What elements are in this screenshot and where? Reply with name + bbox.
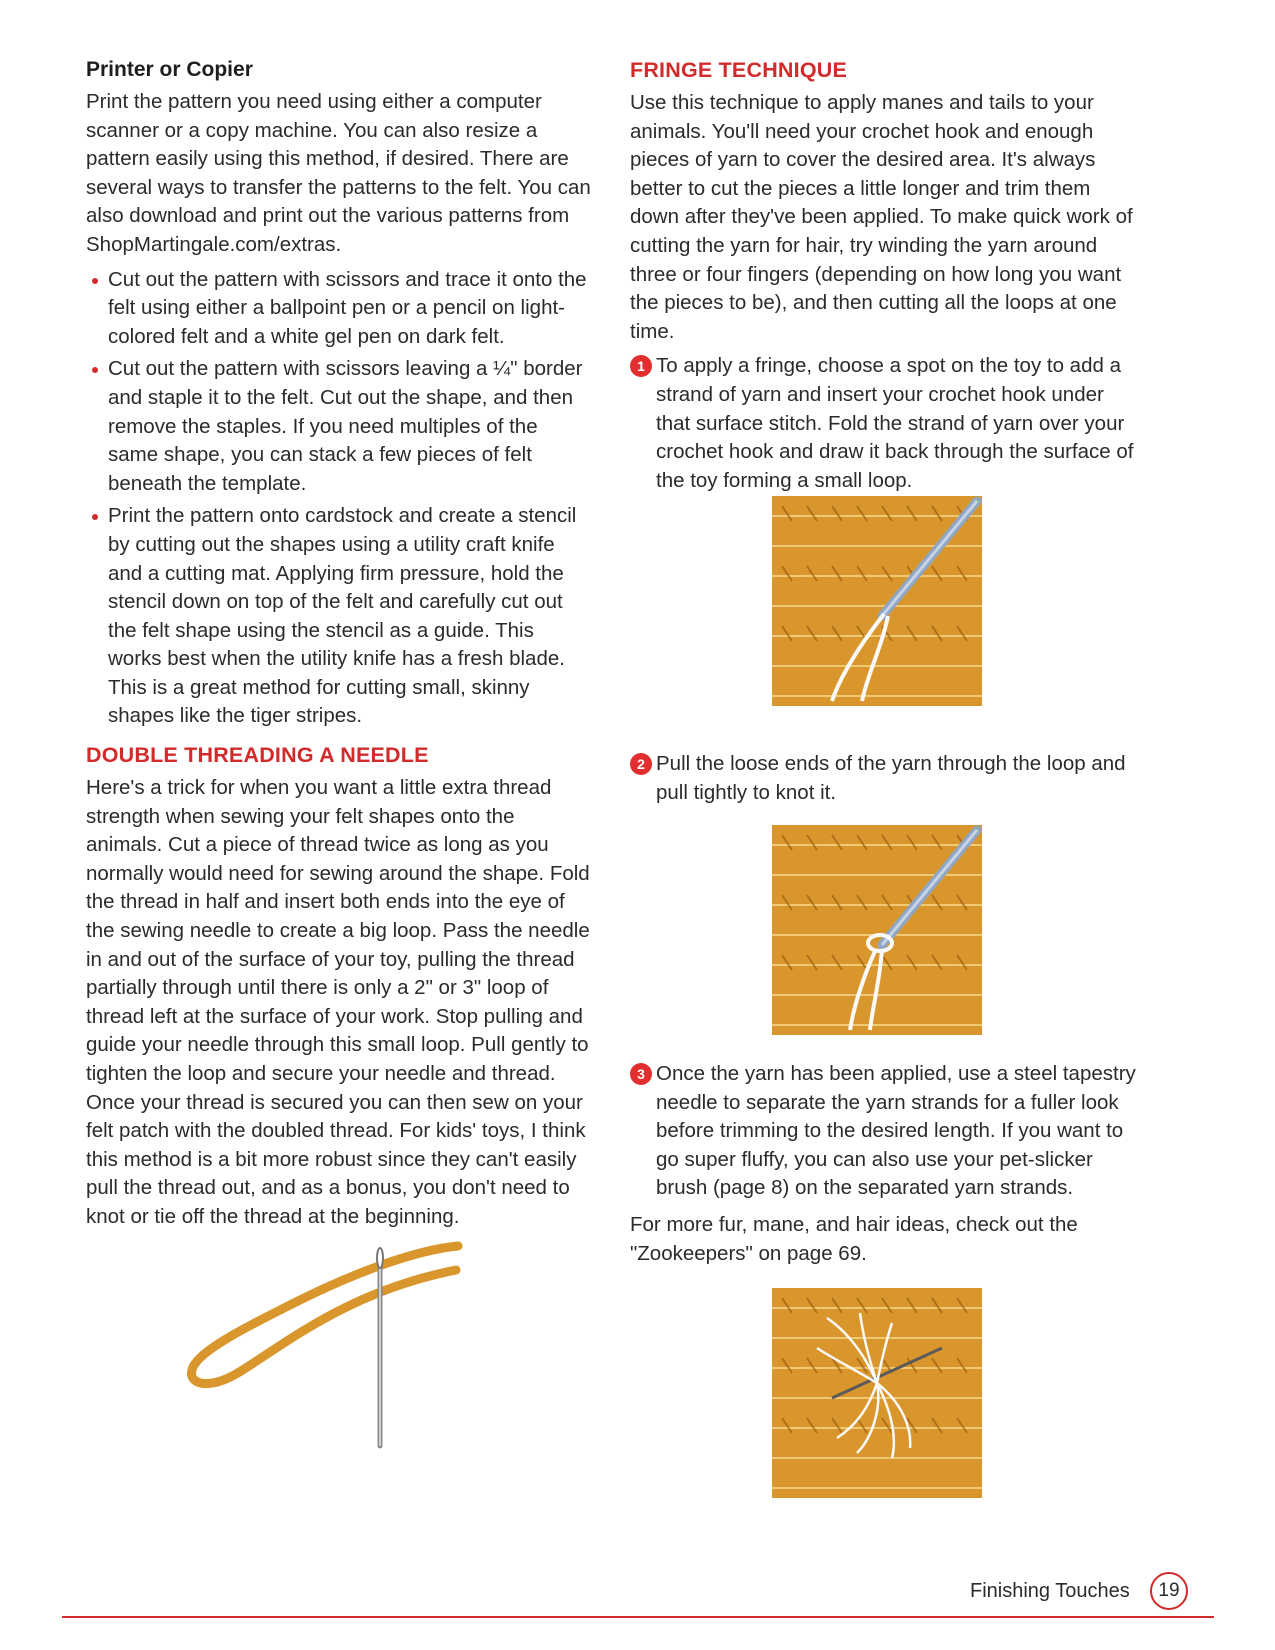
double-threading-paragraph: Here's a trick for when you want a little extra thread strength when sewing your felt shapes onto the animals. Cut a piece of thread twice as long as you normally would need for sewing around the shape. Fold the thread in half and insert both ends into the eye of the sewing needle to create a big loop. Pass the needle in and out of the surface of your toy, pulling the thread partially through until there is only a 2" or 3" loop of thread left at the surface of your work. Stop pulling and guide your needle through this small loop. Pull gently to tighten the loop and secure your needle and thread. Once your thread is secured you can then sew on your felt patch with the doubled thread. For kids' toys, I think this method is a bit more robust since they can't easily pull the thread out, and as a bonus, you don't need to knot or tie off the thread at the beginning.: [86, 776, 590, 1228]
list-item-text: Cut out the pattern with scissors and trace it onto the felt using either a ballpoint pen or a pencil on light-colored felt and a white gel pen on dark felt.: [108, 267, 587, 348]
step-1: [630, 352, 1140, 495]
step-text: Once the yarn has been applied, use a steel tapestry needle to separate the yarn strands for a fuller look before trimming to the desired length. If you want to go super fluffy, you can also use your pet-slicker brush (page 8) on the separated yarn strands.: [656, 1062, 1136, 1200]
left-column: [86, 58, 591, 1232]
step-number-badge: 3: [630, 1063, 652, 1085]
fringe-technique-heading: FRINGE TECHNIQUE: [630, 58, 848, 82]
printer-intro-paragraph: Print the pattern you need using either a computer scanner or a copy machine. You can also resize a pattern easily using this method, if desired. There are several ways to transfer the patterns to the felt. You can also download and print out the various patterns from ShopMartingale.com/extras.: [86, 90, 591, 256]
list-item-text: Print the pattern onto cardstock and create a stencil by cutting out the shapes using a utility craft knife and a cutting mat. Applying firm pressure, hold the stencil down on top of the felt and carefully cut out the felt shape using the stencil as a guide. This works best when the utility knife has a fresh blade. This is a great method for cutting small, skinny shapes like the tiger stripes.: [108, 504, 577, 728]
step-2: [630, 750, 1140, 807]
double-threading-heading: DOUBLE THREADING A NEEDLE: [86, 743, 429, 768]
footer-section-title: Finishing Touches: [970, 1580, 1130, 1602]
step-text: To apply a fringe, choose a spot on the toy to add a strand of yarn and insert your crochet hook under that surface stitch. Fold the strand of yarn over your crochet hook and draw it back through the surface of the toy forming a small loop.: [656, 354, 1134, 492]
page-number: 19: [1150, 1572, 1188, 1610]
step-3: [630, 1060, 1140, 1203]
step-number-badge: 2: [630, 753, 652, 775]
bullet-icon: [92, 367, 98, 373]
step-2-block: [630, 750, 1140, 807]
list-item: [86, 502, 591, 731]
step-number-badge: 1: [630, 355, 652, 377]
list-item: [86, 355, 591, 498]
step-text: Pull the loose ends of the yarn through the loop and pull tightly to knot it.: [656, 752, 1126, 804]
right-column: [630, 58, 1140, 495]
needle-thread-illustration: [186, 1232, 476, 1452]
list-item-text: Cut out the pattern with scissors leaving a ¼" border and staple it to the felt. Cut out the shape, and then remove the staples. If you need multiples of the same shape, you can stack a few pieces of felt beneath the template.: [108, 357, 583, 495]
bullet-icon: [92, 514, 98, 520]
transfer-methods-list: [86, 266, 591, 732]
more-ideas-paragraph: For more fur, mane, and hair ideas, check out the "Zookeepers" on page 69.: [630, 1212, 1078, 1265]
step-3-block: [630, 1060, 1140, 1268]
crochet-swatch-step-1: [772, 496, 982, 706]
fringe-intro-paragraph: Use this technique to apply manes and tails to your animals. You'll need your crochet hook and enough pieces of yarn to cover the desired area. It's always better to cut the pieces a little longer and trim them down after they've been applied. To make quick work of cutting the yarn for hair, try winding the yarn around three or four fingers (depending on how long you want the pieces to be), and then cutting all the loops at one time.: [630, 91, 1133, 343]
footer-rule: [62, 1616, 1214, 1618]
bullet-icon: [92, 278, 98, 284]
list-item: [86, 266, 591, 352]
printer-copier-subhead: Printer or Copier: [86, 58, 253, 81]
crochet-swatch-step-2: [772, 825, 982, 1035]
crochet-swatch-step-3: [772, 1288, 982, 1498]
